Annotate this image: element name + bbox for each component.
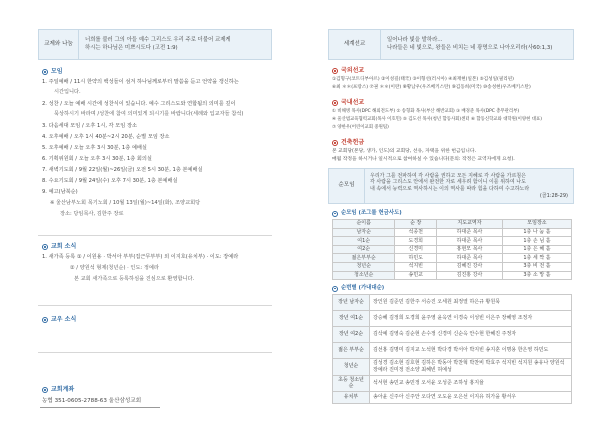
table-cell: 하민도 xyxy=(395,254,437,263)
fellowship-label: 교제와 나눔 xyxy=(39,30,79,59)
duty-members: 송아윤 신주아 신주안 오다연 오도윤 오은선 이지유 허가을 황서우 xyxy=(370,392,572,404)
attendance-table xyxy=(332,219,572,280)
duty-members: 석서현 송민교 송민정 오서윤 오성준 조하성 홍지율 xyxy=(370,375,572,392)
bullet-icon xyxy=(42,244,48,250)
meeting-item: 7. 새벽기도회 / 9월 22일(월)~26일(금) 오전 5시 30분, 1층 본예배실 xyxy=(42,167,203,173)
table-cell: 김진홍 강사 xyxy=(437,271,503,280)
duty-role: 초등 청소년순 xyxy=(333,375,370,392)
table-cell: 신경미 xyxy=(395,245,437,254)
table-cell: 1층 손 님 홀 xyxy=(502,237,571,246)
fellowship-box xyxy=(38,29,272,60)
domestic-mission-line: ④ 울산범교육협력교회(목사 이호민) ⑤ 김도선 목사(청년 합동사회)센터 ⑥ 합동신학교와 대학원(이양현 대표) xyxy=(332,117,542,122)
table-cell: 남자순 xyxy=(333,228,395,237)
table-cell: 송민교 xyxy=(395,271,437,280)
duty-role: 장년 남자순 xyxy=(333,295,370,311)
table-cell: 석종천 xyxy=(395,228,437,237)
bullet-icon xyxy=(42,69,48,75)
foreign-mission-line: ⑥최 ＊＊(프랑스) ⑦권 ＊＊(이란) ⑧황남우(우즈베키스탄) ⑨김동희(미국) ⑩송성현(우즈베키스탄) xyxy=(332,85,531,90)
meeting-item: 4. 오후예배 / 오후 1시 40분~2시 20분, 순별 모임 장소 xyxy=(42,134,170,140)
domestic-mission-title: 국내선교 xyxy=(332,99,364,107)
duty-members: 장인원 김준민 김한주 서승진 오세원 최정열 하은규 황원묵 xyxy=(370,295,572,311)
divider xyxy=(38,352,272,353)
table-row xyxy=(333,359,572,376)
table-header-row xyxy=(333,220,572,229)
table-row xyxy=(333,237,572,246)
cell-group-verse-ref: (골1:28-29) xyxy=(539,192,568,199)
fellowship-verse-line2: 하시는 하나님은 미쁘시도다 (고전 1:9) xyxy=(85,44,178,51)
cell-group-label: 순모임 xyxy=(329,169,365,203)
divider xyxy=(38,305,272,306)
bullet-icon xyxy=(332,140,338,146)
duty-role: 유치부 xyxy=(333,392,370,404)
domestic-mission-line: ① 비해병 목사(DPC 해외전도부) ② 송형화 목사(부산 해반교회) ③ 배경준 목사(DPC 총무관리부) xyxy=(332,109,520,114)
table-row xyxy=(333,392,572,404)
table-row xyxy=(333,228,572,237)
duty-members: 김성경 김소현 김호현 김하은 박동아 박찬혁 박찬비 박효주 석지빈 석지원 송유나 양원석 장예라 진미정 전소양 최혜빈 허예성 xyxy=(370,359,572,376)
table-cell: 1층 세 짝 홀 xyxy=(502,254,571,263)
table-cell: 여2순 xyxy=(333,245,395,254)
foreign-mission-title: 국외선교 xyxy=(332,67,364,75)
domestic-mission-line: ⑦ 양한우(어린이교회 중원팀) xyxy=(332,125,389,130)
table-cell: 젊은부부순 xyxy=(333,254,395,263)
table-row xyxy=(333,295,572,311)
building-fund-title: 건축헌금 xyxy=(332,139,364,147)
table-row xyxy=(333,271,572,280)
foreign-mission-line: ①김형구(코트디부아르) ②이성길(태국) ③이형선(러시아) ④최재현(일본) ⑤김성일(필리핀) xyxy=(332,77,514,82)
meeting-item: 9. 예고(남북순) xyxy=(42,189,78,195)
building-fund-line: 본 교회당(본당, 생가, 인도)의 교회당, 선유, 자택을 위한 헌금입니다. xyxy=(332,149,477,154)
meeting-sub: ※ 울산남부노회 목기노회 / 10월 13일(월)~14일(화), 조양교회당 xyxy=(50,200,201,206)
table-header: 모임장소 xyxy=(502,220,571,229)
right-page xyxy=(300,0,600,424)
world-mission-label: 세계선교 xyxy=(329,30,381,59)
bullet-icon xyxy=(332,286,338,292)
table-cell: 청소년순 xyxy=(333,271,395,280)
table-cell: 김혜진 강사 xyxy=(437,262,503,271)
news-item: 1. 새가족 등록 ① / 이원용 · 박서아 부부(집근무부부) 외 이지호(유치부) · 이도: 장예라 xyxy=(42,254,239,260)
table-cell: 하대준 목사 xyxy=(437,237,503,246)
fellowship-verse-line1: 너희를 불러 그의 아들 예수 그리스도 우리 주로 더불어 교제케 xyxy=(85,37,231,44)
duty-members: 김선홍 김명미 김지교 노석현 박다경 박서아 박지빈 송지훈 이명용 한은영 하민도 xyxy=(370,343,572,359)
table-cell: 1층 은 혜 홀 xyxy=(502,245,571,254)
duty-table-wrap xyxy=(332,294,572,404)
table-row xyxy=(333,311,572,327)
bullet-icon xyxy=(332,100,338,106)
meeting-item: 6. 기획위원회 / 오늘 오후 3시 30분, 1층 회의실 xyxy=(42,156,152,162)
table-row xyxy=(333,245,572,254)
meeting-item: 8. 수요기도회 / 9월 24일(수) 오후 7시 30분, 1층 본예배실 xyxy=(42,178,178,184)
table-cell: 청년순 xyxy=(333,262,395,271)
table-header: 순이름 xyxy=(333,220,395,229)
offering-title: 교우 소식 xyxy=(42,316,76,324)
news-sub: 본 교회 새가족으로 등록하심을 진심으로 환영합니다. xyxy=(74,276,195,282)
duty-title: 순번별 (가내대순) xyxy=(332,285,384,292)
divider xyxy=(38,235,272,236)
table-cell: 석지빈 xyxy=(395,262,437,271)
account-underline xyxy=(40,407,160,408)
table-row xyxy=(333,327,572,343)
table-row xyxy=(333,262,572,271)
bullet-icon xyxy=(332,211,338,217)
table-cell: 하대준 목사 xyxy=(437,254,503,263)
table-cell: 도경희 xyxy=(395,237,437,246)
table-cell: 홍현모 목사 xyxy=(437,245,503,254)
building-fund-line: 매월 작정을 하시거나 일시적으로 참여하실 수 있습니다(문의: 작정은 교역자에게 요청). xyxy=(332,157,515,162)
duty-role: 청년순 xyxy=(333,359,370,376)
meeting-title: 모임 xyxy=(42,68,63,76)
account-number: 농협 351-0605-2788-63 울산삼성교회 xyxy=(42,398,142,404)
table-header: 지도교역자 xyxy=(437,220,503,229)
meeting-item: 5. 오후예배 / 오늘 오후 3시 30분, 1층 예배실 xyxy=(42,145,147,151)
cell-group-verse-line: 각 사람을 그리스도 안에서 완전한 자로 세우려 함이니 이를 위하여 나도 xyxy=(370,179,526,186)
duty-table xyxy=(332,294,572,404)
table-cell: 1층 나 눔 홀 xyxy=(502,228,571,237)
meeting-item: 2. 성찬 / 오늘 예배 시간에 성찬식이 있습니다. 예수 그리스도와 연합됨의 의미를 깊이 xyxy=(42,101,236,107)
meeting-item: 3. 다음세대 모임 / 오후 1시, 각 모임 장소 xyxy=(42,123,137,129)
news-title: 교회 소식 xyxy=(42,243,76,251)
meeting-sub: 장소: 당임목사, 김한주 장로 xyxy=(60,211,124,217)
table-cell: 하대준 목사 xyxy=(437,228,503,237)
news-sub: ② / 양원석 형제(청년순) · 인도: 정예라 xyxy=(70,265,159,271)
table-row xyxy=(333,343,572,359)
bullet-icon xyxy=(42,387,48,393)
world-mission-line2: 나라들은 네 빛으로, 왕들은 비치는 네 광명으로 나아오리라(사60:1,3) xyxy=(387,44,553,51)
table-row xyxy=(333,375,572,392)
meeting-sub: 묵상하시기 바라며 /성찬에 참여 의미있게 되시기를 바랍니다(세례와 입교자들 참석) xyxy=(54,111,244,117)
table-row xyxy=(333,254,572,263)
duty-role: 장년 여1순 xyxy=(333,311,370,327)
meeting-item: 1. 주일예배 / 11시 한약의 백성들이 섬겨 하나님께로부터 말씀을 듣고 언약을 갱신하는 xyxy=(42,79,239,85)
duty-members: 김삭예 김영숙 김순현 손수정 신경미 신순옥 안수현 한혜진 주정자 xyxy=(370,327,572,343)
bullet-icon xyxy=(42,317,48,323)
account-title: 교회계좌 xyxy=(42,386,74,394)
table-cell: 3층 소 망 홀 xyxy=(502,271,571,280)
cell-group-verse-line: 내 속에서 능력으로 역사하시는 이의 역사를 따라 힘을 다하여 수고하노라 xyxy=(370,186,530,192)
duty-role: 장년 여2순 xyxy=(333,327,370,343)
attendance-title: 순모임 (조그를 헌금사도) xyxy=(332,210,402,217)
duty-members: 강승혜 김정희 도경희 윤주영 윤옥연 이경숙 이성빈 이은주 장혜영 조정자 xyxy=(370,311,572,327)
table-cell: 여1순 xyxy=(333,237,395,246)
table-header: 순 장 xyxy=(395,220,437,229)
bullet-icon xyxy=(332,68,338,74)
duty-role: 젊은 부부순 xyxy=(333,343,370,359)
cell-group-box xyxy=(328,168,574,204)
attendance-table-wrap xyxy=(332,219,572,280)
meeting-sub: 시간입니다. xyxy=(54,89,81,95)
cell-group-verse-line: 우리가 그를 전파하여 각 사람을 권하고 모든 지혜로 각 사람을 가르침은 xyxy=(370,172,526,179)
table-cell: 3층 비 전 홀 xyxy=(502,262,571,271)
world-mission-line1: 일어나라 빛을 발하라... xyxy=(387,37,443,44)
world-mission-box xyxy=(328,29,574,60)
